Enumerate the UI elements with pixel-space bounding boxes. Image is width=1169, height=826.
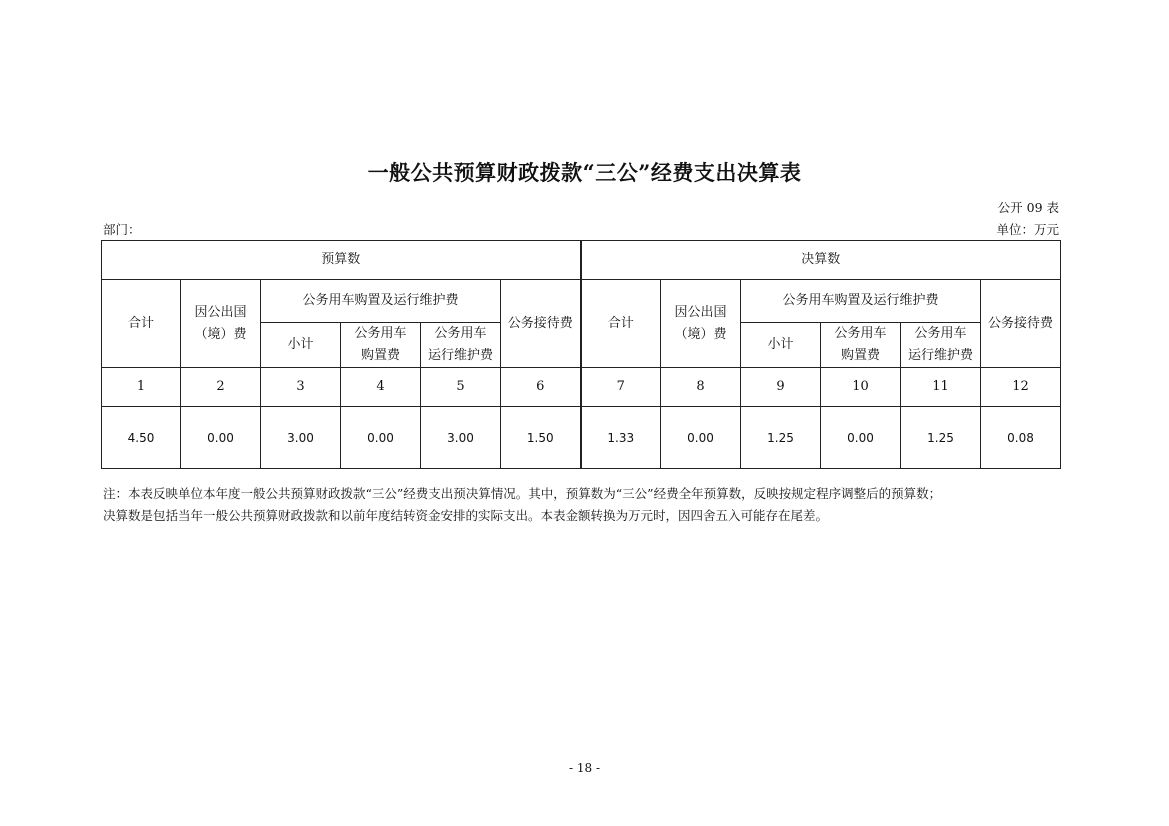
final-maintain-header-line1: 公务用车 [914, 326, 967, 341]
final-vehicle-group-header: 公务用车购置及运行维护费 [741, 280, 981, 323]
budget-maintain-header-line1: 公务用车 [434, 326, 487, 341]
column-number: 9 [741, 368, 821, 407]
final-maintain-header [901, 323, 981, 368]
budget-abroad-header [181, 280, 261, 368]
page-title: 一般公共预算财政拨款“三公”经费支出决算表 [367, 160, 802, 185]
table-note-line1: 注：本表反映单位本年度一般公共预算财政拨款“三公”经费支出预决算情况。其中，预算数为“三公”经费全年预算数，反映按规定程序调整后的预算数； [103, 486, 942, 501]
final-purchase-header-line2: 购置费 [841, 348, 881, 363]
final-group-header: 决算数 [581, 241, 1061, 280]
budget-subtotal-header: 小计 [261, 323, 341, 368]
table-note [103, 483, 1063, 527]
value-cell: 0.00 [661, 407, 741, 469]
budget-maintain-header [421, 323, 501, 368]
final-abroad-header [661, 280, 741, 368]
value-cell: 0.00 [181, 407, 261, 469]
final-maintain-header-line2: 运行维护费 [908, 348, 974, 363]
value-cell: 0.08 [981, 407, 1061, 469]
budget-total-header: 合计 [102, 280, 181, 368]
column-number-row [102, 368, 1061, 407]
budget-vehicle-group-header: 公务用车购置及运行维护费 [261, 280, 501, 323]
value-cell: 3.00 [421, 407, 501, 469]
column-number: 8 [661, 368, 741, 407]
column-number: 12 [981, 368, 1061, 407]
values-row [102, 407, 1061, 469]
budget-purchase-header [341, 323, 421, 368]
value-cell: 1.50 [501, 407, 581, 469]
column-number: 4 [341, 368, 421, 407]
column-number: 11 [901, 368, 981, 407]
budget-reception-header: 公务接待费 [501, 280, 581, 368]
final-purchase-header [821, 323, 901, 368]
column-number: 10 [821, 368, 901, 407]
value-cell: 4.50 [102, 407, 181, 469]
value-cell: 1.25 [741, 407, 821, 469]
budget-purchase-header-line1: 公务用车 [354, 326, 407, 341]
column-number: 5 [421, 368, 501, 407]
form-number: 公开 09 表 [997, 200, 1059, 215]
column-number: 1 [102, 368, 181, 407]
final-purchase-header-line1: 公务用车 [834, 326, 887, 341]
final-reception-header: 公务接待费 [981, 280, 1061, 368]
budget-group-header: 预算数 [102, 241, 581, 280]
final-subtotal-header: 小计 [741, 323, 821, 368]
final-total-header: 合计 [581, 280, 661, 368]
budget-abroad-header-line2: （境）费 [194, 326, 247, 342]
page-number: - 18 - [568, 761, 600, 775]
value-cell: 0.00 [821, 407, 901, 469]
unit-label: 单位：万元 [996, 222, 1059, 237]
value-cell: 1.33 [581, 407, 661, 469]
column-header-row [102, 280, 1061, 323]
budget-purchase-header-line2: 购置费 [360, 348, 400, 363]
value-cell: 3.00 [261, 407, 341, 469]
final-abroad-header-line1: 因公出国 [674, 304, 727, 320]
column-number: 3 [261, 368, 341, 407]
value-cell: 1.25 [901, 407, 981, 469]
budget-abroad-header-line1: 因公出国 [194, 304, 247, 320]
value-cell: 0.00 [341, 407, 421, 469]
final-abroad-header-line2: （境）费 [674, 326, 727, 342]
expenditure-table [101, 240, 1061, 469]
column-number: 7 [581, 368, 661, 407]
table-note-line2: 决算数是包括当年一般公共预算财政拨款和以前年度结转资金安排的实际支出。本表金额转换为万元时，因四舍五入可能存在尾差。 [103, 508, 829, 523]
column-number: 6 [501, 368, 581, 407]
budget-maintain-header-line2: 运行维护费 [427, 348, 493, 363]
column-number: 2 [181, 368, 261, 407]
group-header-row [102, 241, 1061, 280]
department-label: 部门： [103, 222, 141, 237]
